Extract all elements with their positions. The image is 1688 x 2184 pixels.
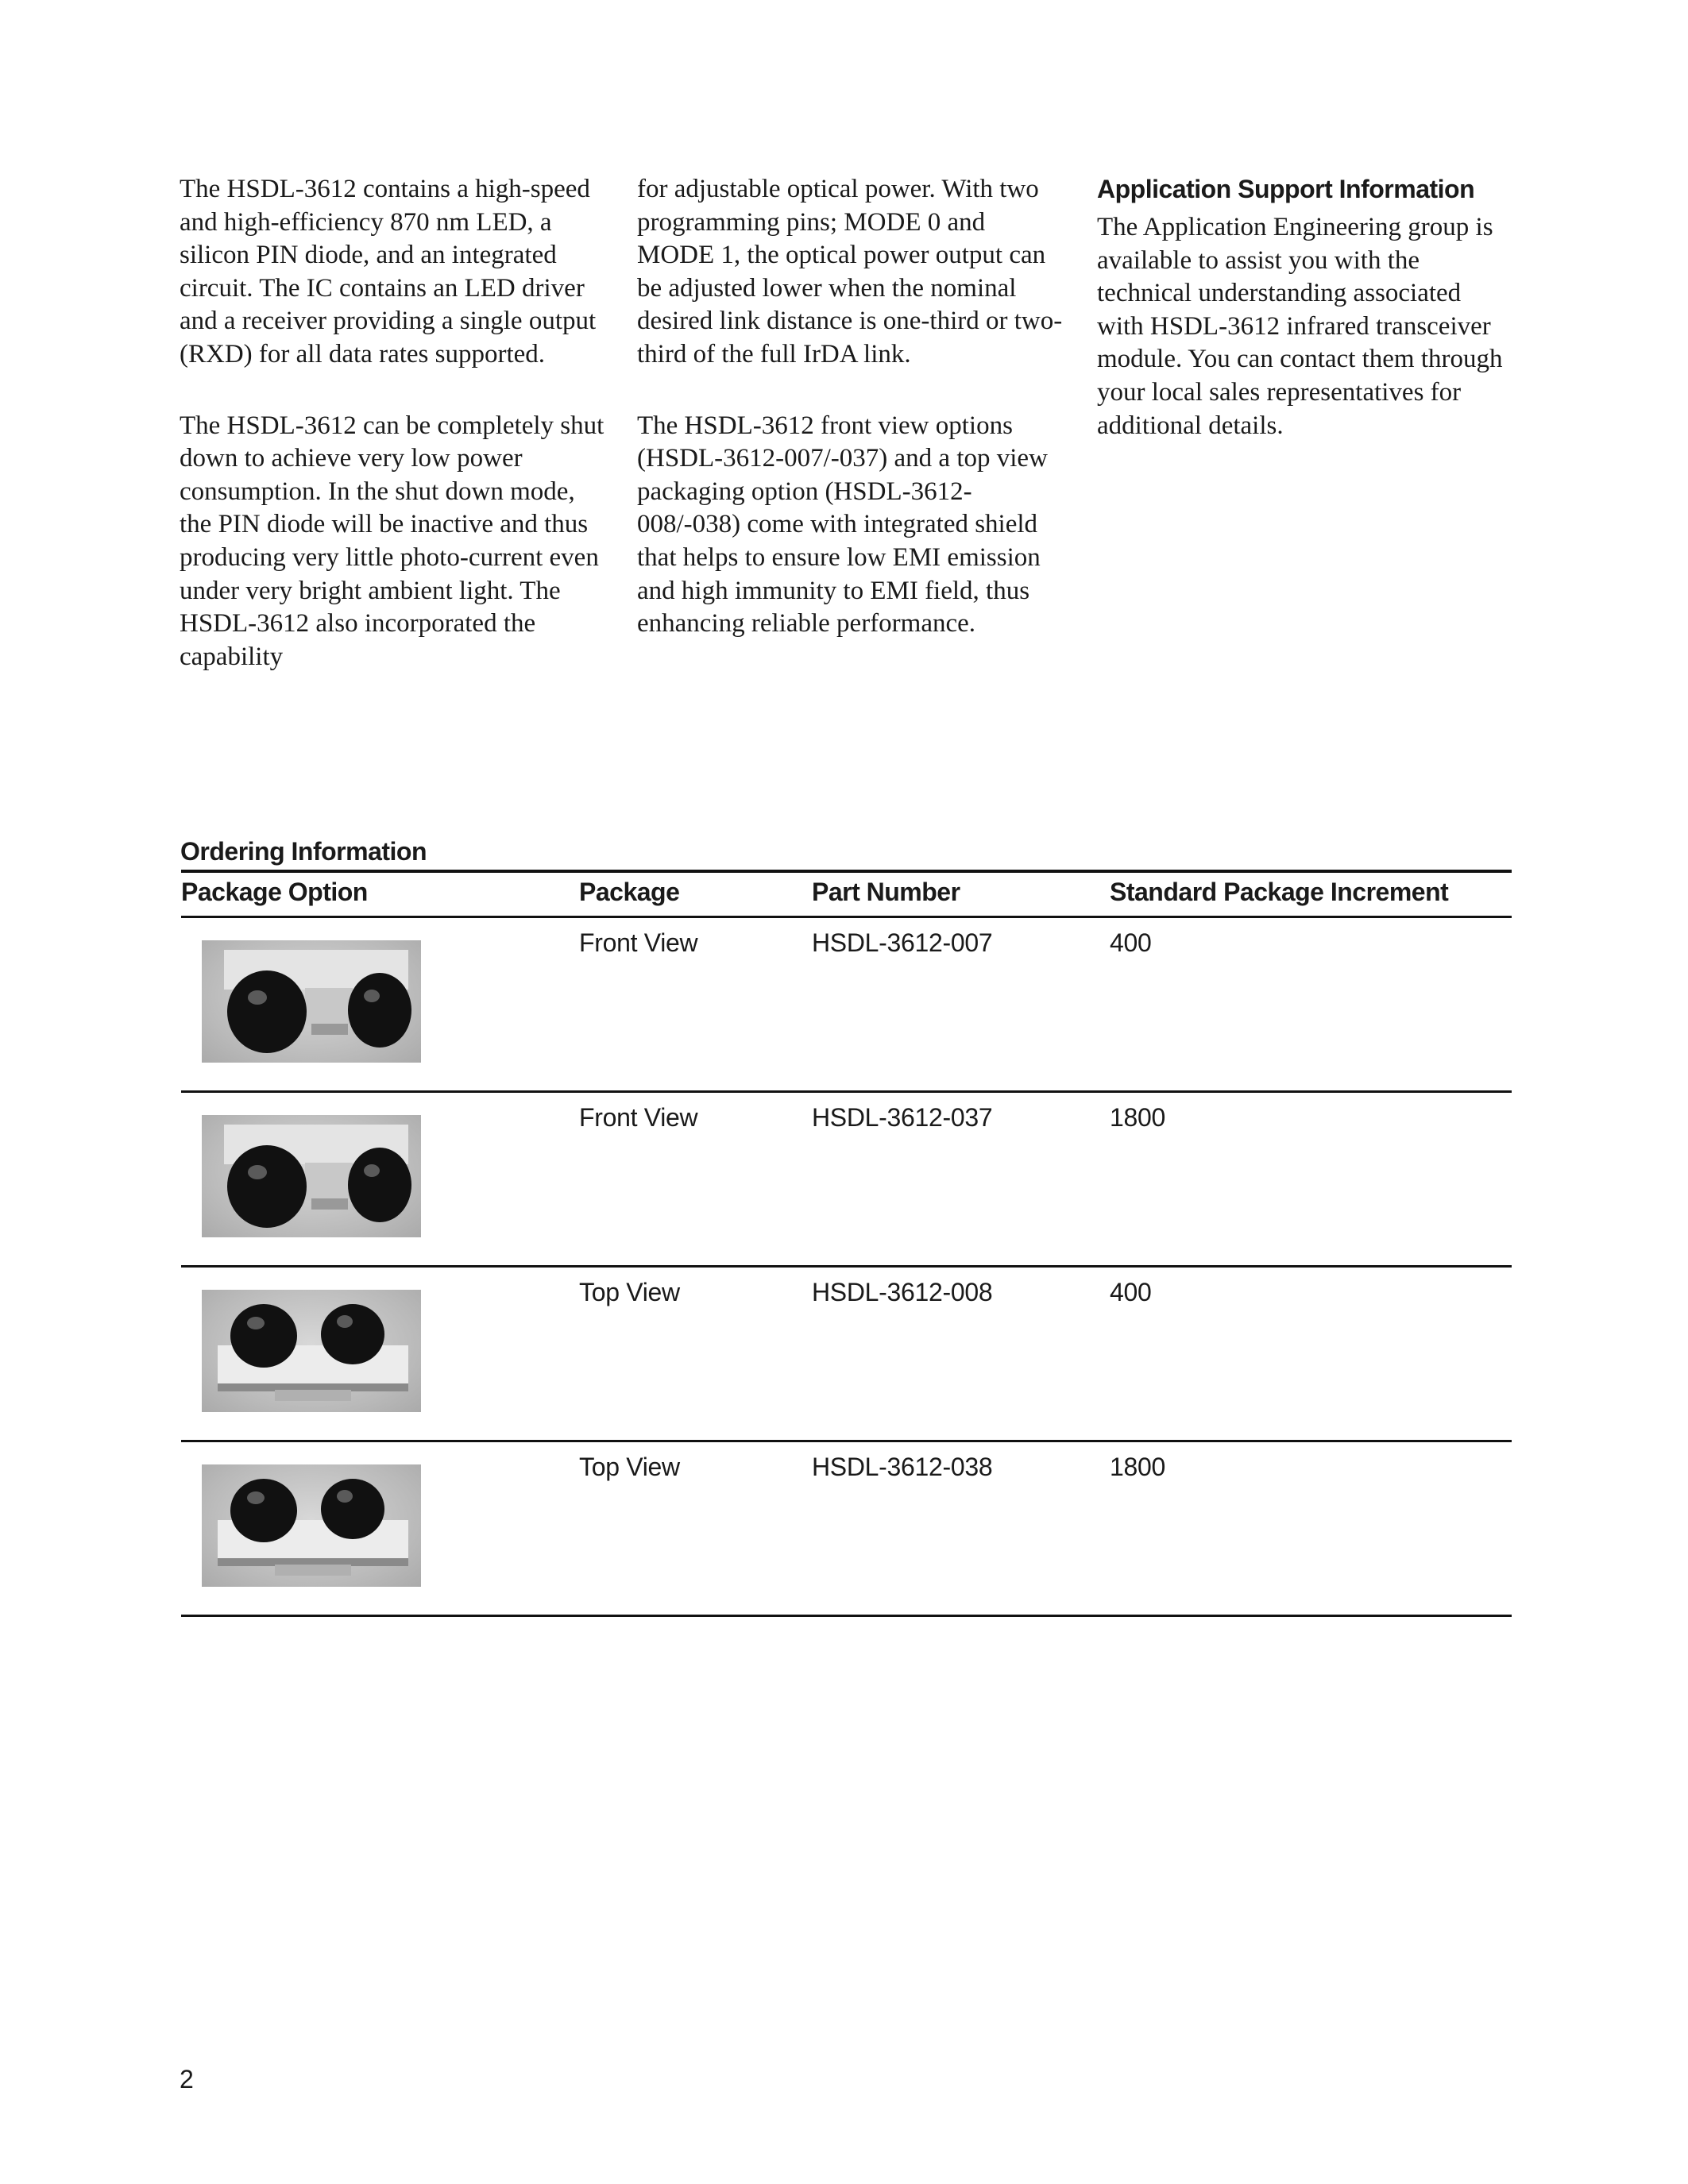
increment-cell: 400: [1110, 928, 1152, 957]
package-cell: Front View: [579, 928, 698, 957]
table-row: [181, 1268, 1512, 1442]
part-number-cell: HSDL-3612-008: [812, 1278, 993, 1306]
paragraph: The HSDL-3612 contains a high-speed and high-efficiency 870 nm LED, a silicon PIN diode, and an integrated circuit. The IC contains an LED driver and a receiver providing a single output (RXD) for all data rates supported.: [180, 175, 597, 369]
package-cell: Front View: [579, 1103, 698, 1132]
paragraph: The Application Engineering group is available to assist you with the technical understanding associated with HSDL-3612 infrared transceiver module. You can contact them through your local sales representatives for additional details.: [1097, 213, 1503, 440]
paragraph: The HSDL-3612 front view options (HSDL-3612-007/-037) and a top view packaging option (HSDL-3612-008/-038) come with integrated shield that helps to ensure low EMI emission and high immunity to EMI field, thus enhancing reliable performance.: [637, 411, 1048, 639]
header-package: Package: [579, 878, 680, 906]
table-row: [181, 1442, 1512, 1617]
table-row: [181, 918, 1512, 1093]
increment-cell: 400: [1110, 1278, 1152, 1306]
page-number: 2: [180, 2065, 194, 2093]
front-view-module-icon: [202, 940, 421, 1063]
front-view-module-icon: [202, 1115, 421, 1237]
paragraph: The HSDL-3612 can be completely shut down to achieve very low power consumption. In the shut down mode, the PIN diode will be inactive and thus producing very little photo-current even under very bright ambient light. The HSDL-3612 also incorporated the capability: [180, 411, 605, 671]
package-cell: Top View: [579, 1278, 680, 1306]
table-row: [181, 1093, 1512, 1268]
increment-cell: 1800: [1110, 1103, 1165, 1132]
top-view-module-icon: [202, 1464, 421, 1587]
text-column-2: [637, 173, 1066, 679]
header-standard-package-increment: Standard Package Increment: [1110, 878, 1449, 906]
package-cell: Top View: [579, 1453, 680, 1481]
part-number-cell: HSDL-3612-037: [812, 1103, 993, 1132]
paragraph: for adjustable optical power. With two programming pins; MODE 0 and MODE 1, the optical power output can be adjusted lower when the nominal desired link distance is one-third or two-third of the full IrDA link.: [637, 175, 1063, 369]
header-package-option: Package Option: [181, 878, 368, 906]
text-column-1: [180, 173, 608, 712]
top-view-module-icon: [202, 1290, 421, 1412]
ordering-information-title: Ordering Information: [180, 837, 427, 866]
part-number-cell: HSDL-3612-007: [812, 928, 993, 957]
ordering-table: [181, 870, 1512, 1617]
text-column-3: [1097, 173, 1510, 480]
table-header-row: [181, 873, 1512, 916]
header-part-number: Part Number: [812, 878, 960, 906]
part-number-cell: HSDL-3612-038: [812, 1453, 993, 1481]
increment-cell: 1800: [1110, 1453, 1165, 1481]
application-support-heading: Application Support Information: [1097, 175, 1475, 203]
